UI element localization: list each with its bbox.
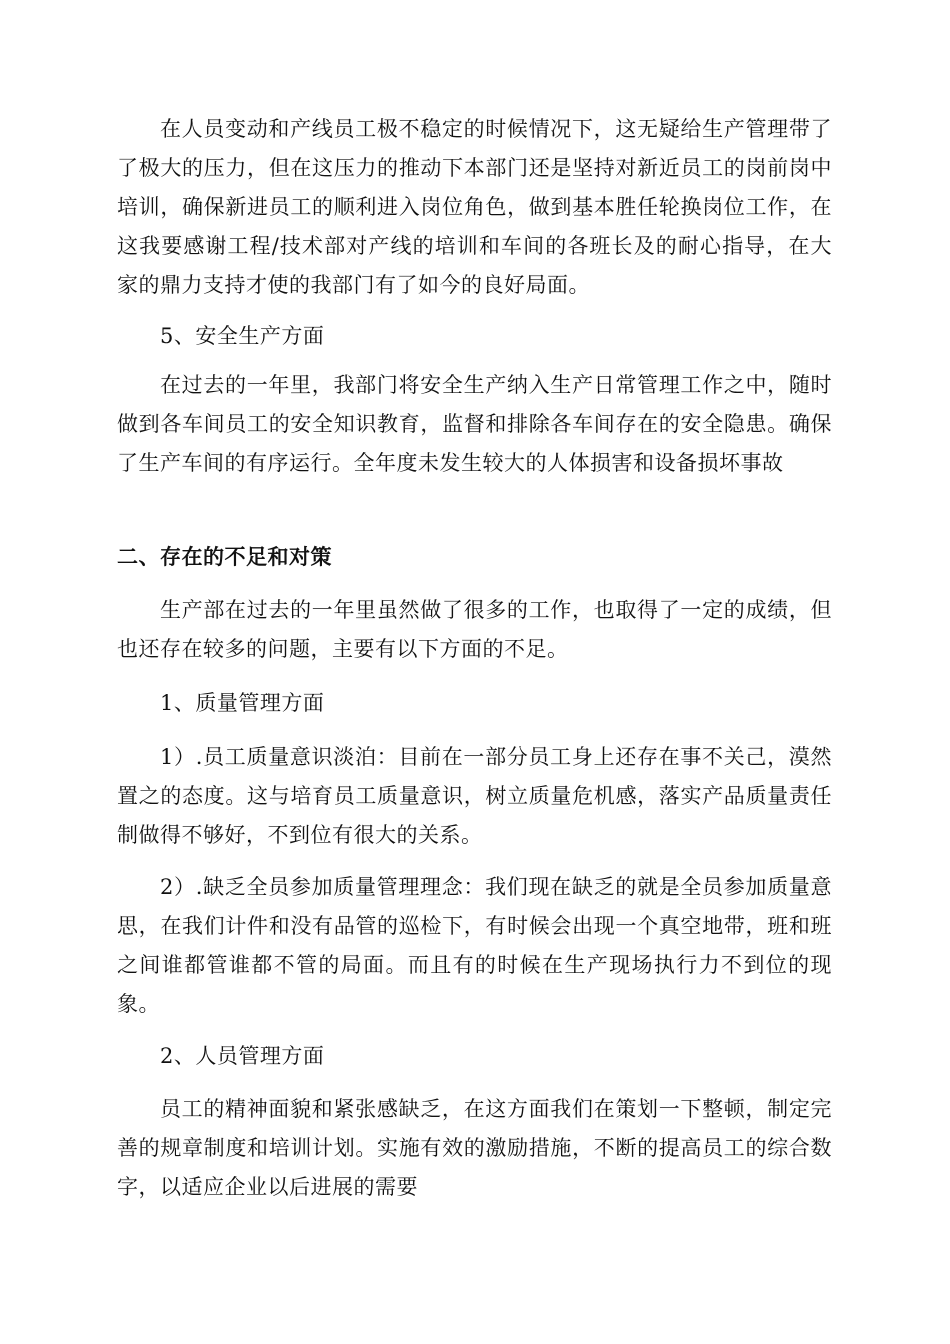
paragraph-personnel-training: 在人员变动和产线员工极不稳定的时候情况下，这无疑给生产管理带了了极大的压力，但在这压力的推动下本部门还是坚持对新近员工的岗前岗中培训，确保新进员工的顺利进入岗位角色，做到基本胜任轮换岗位工作，在这我要感谢工程/技术部对产线的培训和车间的各班长及的耐心指导，在大家的鼎力支持才使的我部门有了如今的良好局面。 [117, 117, 832, 297]
paragraph-full-participation: 2）.缺乏全员参加质量管理理念：我们现在缺乏的就是全员参加质量意思，在我们计件和没有品管的巡检下，有时候会出现一个真空地带，班和班之间谁都管谁都不管的局面。而且有的时候在生产现场执行力不到位的现象。 [117, 875, 832, 1016]
subheading-personnel-management: 2、人员管理方面 [160, 1044, 325, 1068]
paragraph-shortcomings-intro: 生产部在过去的一年里虽然做了很多的工作，也取得了一定的成绩，但也还存在较多的问题，主要有以下方面的不足。 [117, 598, 832, 661]
paragraph-quality-awareness: 1）.员工质量意识淡泊：目前在一部分员工身上还存在事不关己，漠然置之的态度。这与培育员工质量意识，树立质量危机感，落实产品质量责任制做得不够好，不到位有很大的关系。 [117, 745, 832, 847]
subheading-quality-management: 1、质量管理方面 [160, 691, 325, 715]
paragraph-staff-morale: 员工的精神面貌和紧张感缺乏，在这方面我们在策划一下整顿，制定完善的规章制度和培训计划。实施有效的激励措施，不断的提高员工的综合数字，以适应企业以后进展的需要 [117, 1097, 832, 1199]
paragraph-safety-production: 在过去的一年里，我部门将安全生产纳入生产日常管理工作之中，随时做到各车间员工的安全知识教育，监督和排除各车间存在的安全隐患。确保了生产车间的有序运行。全年度未发生较大的人体损害和设备损坏事故 [117, 373, 832, 475]
subheading-safety-production: 5、安全生产方面 [160, 324, 325, 348]
section-heading-shortcomings: 二、存在的不足和对策 [117, 545, 332, 569]
